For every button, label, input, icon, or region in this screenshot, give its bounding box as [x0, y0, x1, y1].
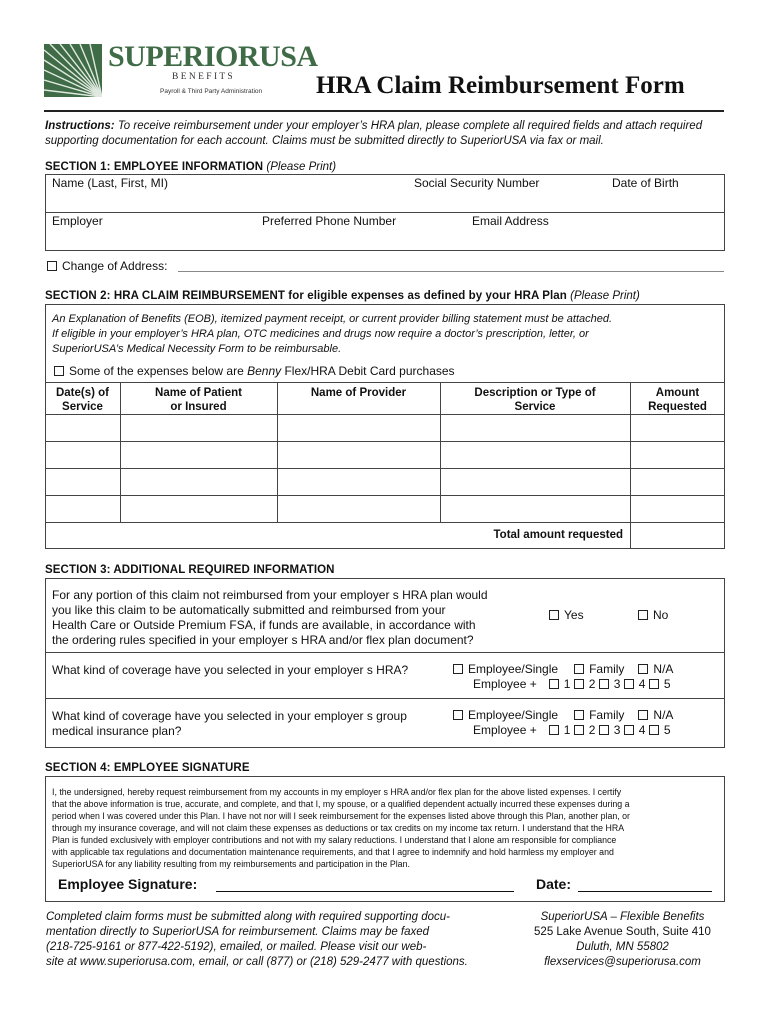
instructions-text: To receive reimbursement under your employer’s HRA plan, please complete all required fields and attach required supporting documentation for each account. Claims must be submitted directly to SuperiorUSA via fax or mail.: [45, 120, 703, 147]
date-label: Date:: [536, 876, 572, 892]
fsa-no-option[interactable]: No: [638, 608, 668, 622]
col-header-date: Date(s) of Service: [55, 387, 110, 413]
change-address-label: Change of Address:: [62, 259, 168, 273]
phone-field[interactable]: Preferred Phone Number: [262, 214, 397, 228]
col-header-provider: Name of Provider: [310, 387, 407, 399]
change-address-line[interactable]: [178, 271, 724, 272]
change-address-row: [47, 259, 167, 273]
hra-na-checkbox[interactable]: [638, 664, 648, 674]
title-rule: [44, 110, 724, 112]
section2-info: An Explanation of Benefits (EOB), itemized payment receipt, or current provider billing statement must be attached. If eligible in your employer’s HRA plan, OTC medicines and drugs now require a doctor’s prescription, letter, or SuperiorUSA’s Medical Necessity Form to be reimbursable.: [52, 313, 613, 355]
hra-plus-2-checkbox[interactable]: [574, 679, 584, 689]
med-plus-3-checkbox[interactable]: [599, 725, 609, 735]
debit-card-checkbox[interactable]: [54, 366, 64, 376]
med-family-checkbox[interactable]: [574, 710, 584, 720]
med-na-checkbox[interactable]: [638, 710, 648, 720]
instructions-label: Instructions:: [45, 120, 115, 132]
email-field[interactable]: Email Address: [472, 214, 549, 228]
fsa-yes-option[interactable]: Yes: [549, 608, 584, 622]
change-address-checkbox[interactable]: [47, 261, 57, 271]
debit-card-row: Some of the expenses below are Benny Flex/HRA Debit Card purchases: [54, 364, 455, 378]
hra-coverage-options: Employee/Single Family N/A Employee + 1 2 3 4 5: [453, 662, 723, 692]
mailing-address: SuperiorUSA – Flexible Benefits 525 Lake Avenue South, Suite 410 Duluth, MN 55802 flexservices@superiorusa.com: [520, 910, 725, 970]
med-single-checkbox[interactable]: [453, 710, 463, 720]
med-plus-4-checkbox[interactable]: [624, 725, 634, 735]
employer-field[interactable]: Employer: [52, 214, 103, 228]
certification-text: I, the undersigned, hereby request reimbursement from my accounts in my employer s HRA and/or flex plan for the above listed expenses. I certify that the above information is true, accurate, and complete, and that I, my spouse, or a qualified dependent actually incurred these expenses during a period when I was covered under this Plan. I have not nor will I seek reimbursement for the expenses listed above through this Plan, another plan, or through my insurance coverage, and will not claim these expenses as deductions or tax credits on my income tax return. I understand that the HRA Plan is funded exclusively with employer contributions and not with my salary reductions. I understand that I alone am responsible for compliance with applicable tax regulations and documentation maintenance requirements, and that I agree to indemnify and hold harmless my employer and SuperiorUSA for any liability resulting from my reimbursements and participation in the Plan.: [52, 787, 630, 869]
instructions: [45, 119, 730, 149]
hra-single-checkbox[interactable]: [453, 664, 463, 674]
hra-family-checkbox[interactable]: [574, 664, 584, 674]
name-field[interactable]: Name (Last, First, MI): [52, 176, 169, 190]
fsa-yes-checkbox[interactable]: [549, 610, 559, 620]
hra-plus-5-checkbox[interactable]: [649, 679, 659, 689]
date-line[interactable]: [578, 891, 712, 892]
logo-subtitle: B E N E F I T S: [172, 72, 233, 82]
form-title: HRA Claim Reimbursement Form: [316, 72, 685, 99]
section2-heading: SECTION 2: HRA CLAIM REIMBURSEMENT for eligible expenses as defined by your HRA Plan (Please Print): [45, 290, 640, 302]
fsa-no-checkbox[interactable]: [638, 610, 648, 620]
fsa-question: For any portion of this claim not reimbursed from your employer s HRA plan would you like this claim to be automatically submitted and reimbursed from your Health Care or Outside Premium FSA, if funds are available, in accordance with the ordering rules specified in your employer s HRA and/or flex plan document?: [52, 588, 488, 647]
hra-plus-1-checkbox[interactable]: [549, 679, 559, 689]
signature-label: Employee Signature:: [58, 876, 198, 892]
section4-heading: SECTION 4: EMPLOYEE SIGNATURE: [45, 762, 250, 774]
hra-plus-3-checkbox[interactable]: [599, 679, 609, 689]
ssn-field[interactable]: Social Security Number: [414, 176, 540, 190]
col-header-patient: Name of Patient or Insured: [155, 387, 242, 413]
hra-coverage-question: What kind of coverage have you selected in your employer s HRA?: [52, 663, 409, 677]
med-plus-5-checkbox[interactable]: [649, 725, 659, 735]
med-plus-1-checkbox[interactable]: [549, 725, 559, 735]
logo-wordmark: SUPERIORUSA: [108, 40, 318, 73]
contact-email[interactable]: flexservices@superiorusa.com: [544, 956, 701, 968]
section3-heading: SECTION 3: ADDITIONAL REQUIRED INFORMATION: [45, 564, 335, 576]
med-plus-2-checkbox[interactable]: [574, 725, 584, 735]
col-header-amount: Amount Requested: [648, 387, 707, 413]
section1-heading: SECTION 1: EMPLOYEE INFORMATION (Please Print): [45, 161, 337, 173]
col-header-description: Description or Type of Service: [474, 387, 596, 413]
signature-line[interactable]: [216, 891, 514, 892]
hra-plus-4-checkbox[interactable]: [624, 679, 634, 689]
total-amount-label: Total amount requested: [493, 529, 623, 541]
logo-emblem: [44, 44, 102, 97]
medical-coverage-question: What kind of coverage have you selected in your employer s group medical insurance plan?: [52, 709, 407, 738]
medical-coverage-options: Employee/Single Family N/A Employee + 1 2 3 4 5: [453, 708, 723, 738]
submission-note: Completed claim forms must be submitted along with required supporting docu- mentation directly to SuperiorUSA for reimbursement. Claims may be faxed (218-725-9161 or 877-422-5192), emailed, or mailed. Please visit our web- site at www.superiorusa.com, email, or call (877) or (218) 529-2477 with questions.: [46, 911, 468, 968]
logo-tagline: Payroll & Third Party Administration: [160, 88, 263, 95]
dob-field[interactable]: Date of Birth: [612, 176, 679, 190]
